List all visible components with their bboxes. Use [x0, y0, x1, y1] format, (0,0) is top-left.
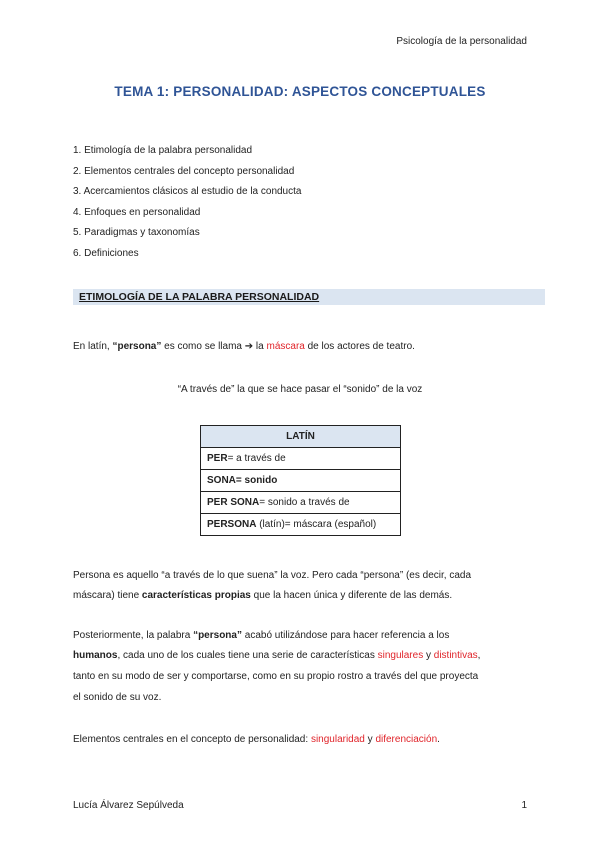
table-of-contents — [73, 144, 301, 268]
paragraph-humanos-line1: Posteriormente, la palabra “persona” acabó utilizándose para hacer referencia a los — [73, 630, 450, 641]
table-row: PERSONA (latín)= máscara (español) — [201, 514, 401, 536]
table-header-row — [201, 426, 401, 448]
page-number: 1 — [521, 800, 527, 811]
paragraph-humanos-line3: tanto en su modo de ser y comportarse, como en su propio rostro a través del que proyecta — [73, 671, 479, 682]
footer-author: Lucía Álvarez Sepúlveda — [73, 800, 184, 811]
paragraph-humanos-line2: humanos, cada uno de los cuales tiene una serie de características singulares y distintivas, — [73, 650, 481, 661]
table-header-cell: LATÍN — [201, 426, 401, 448]
section-heading: ETIMOLOGÍA DE LA PALABRA PERSONALIDAD — [79, 291, 320, 303]
toc-item: 4. Enfoques en personalidad — [73, 206, 201, 218]
paragraph-elementos: Elementos centrales en el concepto de personalidad: singularidad y diferenciación. — [73, 734, 440, 745]
paragraph-persona-line2: máscara) tiene características propias que la hacen única y diferente de las demás. — [73, 590, 453, 601]
paragraph-persona-line1: Persona es aquello “a través de lo que suena” la voz. Pero cada “persona” (es decir, cada — [73, 570, 472, 581]
toc-item: 3. Acercamientos clásicos al estudio de la conducta — [73, 186, 302, 198]
toc-item: 5. Paradigmas y taxonomías — [73, 227, 200, 239]
toc-item: 6. Definiciones — [73, 247, 139, 259]
paragraph-humanos-line4: el sonido de su voz. — [73, 692, 162, 703]
page-title: TEMA 1: PERSONALIDAD: ASPECTOS CONCEPTUALES — [114, 84, 486, 99]
latin-table — [200, 425, 401, 536]
table-row: PER SONA= sonido a través de — [201, 492, 401, 514]
running-header: Psicología de la personalidad — [396, 36, 527, 47]
toc-item: 1. Etimología de la palabra personalidad — [73, 145, 253, 156]
table-row: SONA= sonido — [201, 470, 401, 492]
paragraph-latin: En latín, “persona” es como se llama ➔ la máscara de los actores de teatro. — [73, 341, 415, 352]
quote-line: “A través de” la que se hace pasar el “sonido” de la voz — [177, 384, 423, 395]
arrow-icon: ➔ — [244, 341, 254, 352]
table-row: PER= a través de — [201, 448, 401, 470]
toc-item: 2. Elementos centrales del concepto personalidad — [73, 165, 295, 177]
